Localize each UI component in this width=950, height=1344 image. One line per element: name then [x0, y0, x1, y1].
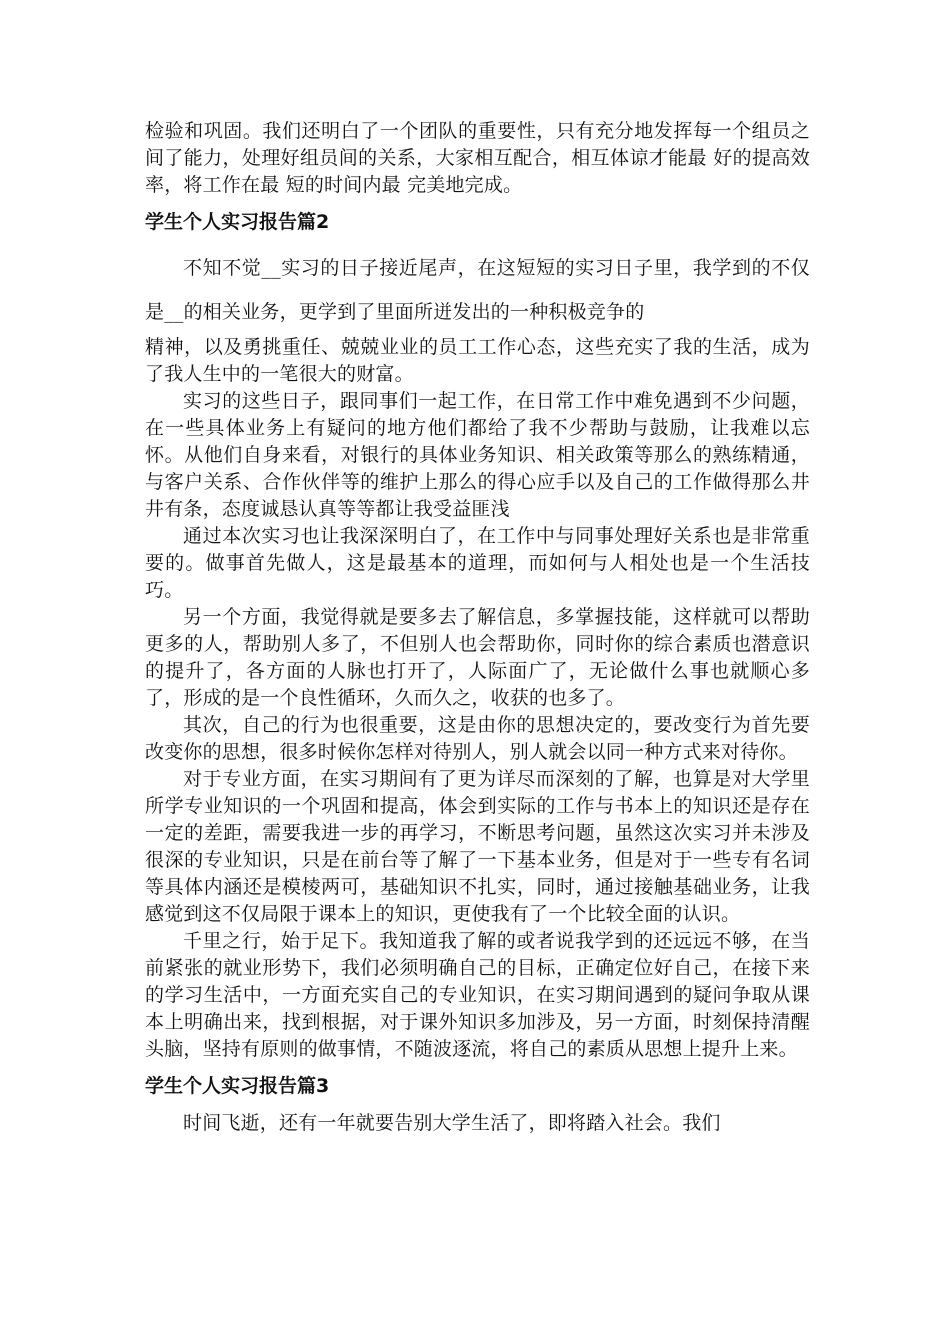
section2-paragraph-3: 通过本次实习也让我深深明白了，在工作中与同事处理好关系也是非常重要的。做事首先做人，这是最基本的道理，而如何与人相处也是一个生活技巧。	[145, 525, 810, 601]
intro-paragraph: 检验和巩固。我们还明白了一个团队的重要性，只有充分地发挥每一个组员之间了能力，处理好组员间的关系，大家相互配合，相互体谅才能最 好的提高效率，将工作在最 短的时间内最 完美地完成。	[145, 120, 810, 196]
section2-paragraph-5: 其次，自己的行为也很重要，这是由你的思想决定的，要改变行为首先要改变你的思想，很多时候你怎样对待别人，别人就会以同一种方式来对待你。	[145, 714, 810, 763]
section3-paragraph-1: 时间飞逝，还有一年就要告别大学生活了，即将踏入社会。我们	[183, 1112, 721, 1134]
section2-paragraph-1-wide: 不知不觉__实习的日子接近尾声，在这短短的实习日子里，我学到的不仅是__的相关业务，更学到了里面所迸发出的一种积极竞争的	[145, 257, 810, 323]
section2-paragraph-7: 千里之行，始于足下。我知道我了解的或者说我学到的还远远不够，在当前紧张的就业形势下，我们必须明确自己的目标，正确定位好自己，在接下来的学习生活中，一方面充实自己的专业知识，在实习期间遇到的疑问争取从课本上明确出来，找到根据，对于课外知识多加涉及，另一方面，时刻保持清醒头脑，坚持有原则的做事情，不随波逐流，将自己的素质从思想上提升上来。	[145, 930, 810, 1060]
section-heading-2: 学生个人实习报告篇2	[145, 211, 330, 233]
section2-paragraph-2: 实习的这些日子，跟同事们一起工作，在日常工作中难免遇到不少问题，在一些具体业务上有疑问的地方他们都给了我不少帮助与鼓励，让我难以忘怀。从他们自身来看，对银行的具体业务知识、相关政策等那么的熟练精通，与客户关系、合作伙伴等的维护上那么的得心应手以及自己的工作做得那么井井有条，态度诚恳认真等等都让我受益匪浅	[145, 390, 810, 520]
document-page	[145, 118, 810, 1137]
section2-paragraph-4: 另一个方面，我觉得就是要多去了解信息，多掌握技能，这样就可以帮助更多的人，帮助别人多了，不但别人也会帮助你，同时你的综合素质也潜意识的提升了，各方面的人脉也打开了，人际面广了，无论做什么事也就顺心多了，形成的是一个良性循环，久而久之，收获的也多了。	[145, 606, 810, 709]
section-heading-3: 学生个人实习报告篇3	[145, 1075, 330, 1097]
section2-paragraph-1-rest: 精神，以及勇挑重任、兢兢业业的员工工作心态，这些充实了我的生活，成为了我人生中的一笔很大的财富。	[145, 336, 810, 385]
section2-paragraph-6: 对于专业方面，在实习期间有了更为详尽而深刻的了解，也算是对大学里所学专业知识的一个巩固和提高，体会到实际的工作与书本上的知识还是存在一定的差距，需要我进一步的再学习，不断思考问题，虽然这次实习并未涉及很深的专业知识，只是在前台等了解了一下基本业务，但是对于一些专有名词等具体内涵还是模棱两可，基础知识不扎实，同时，通过接触基础业务，让我感觉到这不仅局限于课本上的知识，更使我有了一个比较全面的认识。	[145, 768, 810, 925]
